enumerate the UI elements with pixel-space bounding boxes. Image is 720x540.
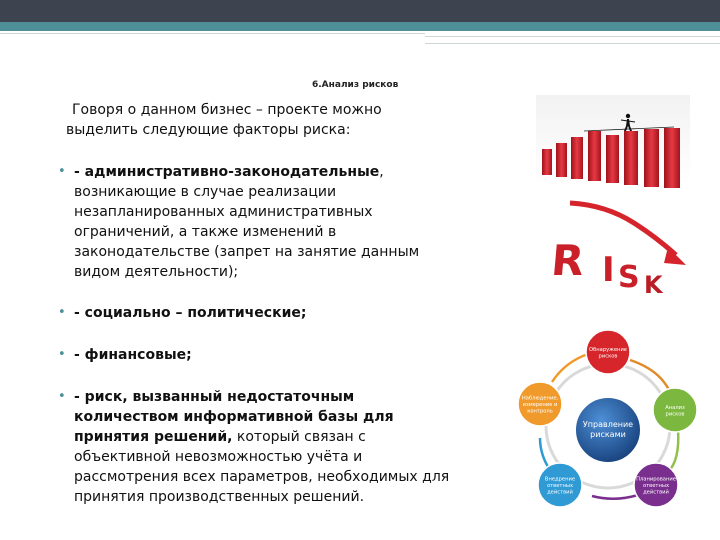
bullet-dot-icon: •: [58, 305, 66, 320]
divider-band: [425, 36, 720, 44]
cycle-node: [653, 388, 697, 432]
cycle-node-label: действий: [547, 489, 573, 496]
cycle-node: [518, 382, 562, 426]
cycle-node-label: действий: [643, 489, 669, 496]
cycle-node-label: Внедрение: [544, 476, 576, 483]
intro-text: [66, 100, 446, 140]
svg-text:S: S: [618, 260, 640, 295]
bullet-line: который связан с: [232, 429, 366, 445]
bullet-item: [58, 303, 503, 323]
risk-illustration: [536, 95, 690, 305]
intro-line: Говоря о данном бизнес – проекте можно: [72, 102, 382, 118]
intro-line: выделить следующие факторы риска:: [66, 122, 351, 138]
svg-text:R: R: [549, 236, 587, 285]
bullet-line: ограничений, а также изменений в: [74, 224, 337, 240]
cycle-node-label: Наблюдение,: [521, 395, 559, 402]
cycle-node-label: Планирование: [636, 476, 676, 483]
cycle-node-label: рисков: [598, 353, 618, 360]
bullet-bold: количеством информативной базы для: [74, 409, 394, 425]
bullet-bold: - социально – политические;: [74, 305, 307, 321]
cycle-center-label: Управление: [582, 420, 634, 429]
top-bar: [0, 0, 720, 22]
svg-text:I: I: [602, 250, 615, 290]
bullet-dot-icon: •: [58, 389, 66, 404]
bullet-item: [58, 345, 503, 365]
bullet-bold: принятия решений,: [74, 429, 233, 445]
cycle-node-label: измерение и: [522, 402, 558, 408]
bullet-line: возникающие в случае реализации: [74, 184, 337, 200]
bullet-line: видом деятельности);: [74, 264, 239, 280]
divider-line: [0, 33, 425, 34]
cycle-node-label: ответных: [642, 483, 670, 489]
cycle-node: [586, 330, 630, 374]
top-accent-line: [0, 22, 720, 31]
bullet-bold: - финансовые;: [74, 347, 192, 363]
bullet-punct: ,: [379, 164, 384, 180]
bullet-bold: - риск, вызванный недостаточным: [74, 389, 355, 405]
bullet-line: рассмотрения всех параметров, необходимых для: [74, 469, 450, 485]
slide-title: 6.Анализ рисков: [312, 80, 399, 90]
cycle-node-label: Анализ: [665, 404, 685, 411]
bullet-item: [58, 387, 503, 507]
svg-text:K: K: [644, 271, 663, 299]
cycle-node-label: ответных: [546, 483, 574, 489]
cycle-node-label: контроль: [527, 408, 553, 415]
bullet-dot-icon: •: [58, 347, 66, 362]
bullet-line: объективной невозможностью учёта и: [74, 449, 363, 465]
bullet-bold: - административно-законодательные: [74, 164, 380, 180]
bullet-line: незапланированных административных: [74, 204, 373, 220]
cycle-center-label: рисками: [590, 430, 626, 439]
bullet-line: законодательстве (запрет на занятие данным: [74, 244, 420, 260]
cycle-node: [538, 463, 582, 507]
bullet-item: [58, 162, 503, 282]
cycle-node-label: Обнаружение: [588, 346, 628, 353]
cycle-node-label: рисков: [665, 411, 685, 418]
bullet-dot-icon: •: [58, 164, 66, 179]
cycle-node: [634, 463, 678, 507]
risk-management-cycle: [510, 330, 700, 515]
bullet-line: принятия производственных решений.: [74, 489, 365, 505]
